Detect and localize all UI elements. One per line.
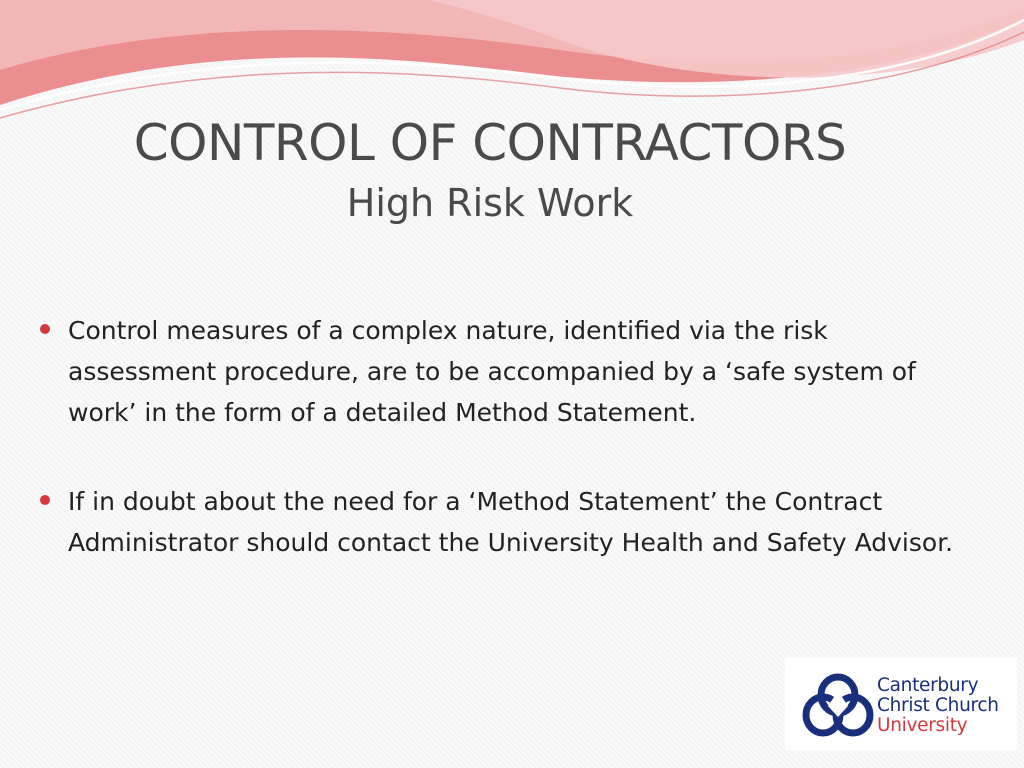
logo-line-christ-church: Christ Church (877, 695, 999, 716)
logo-line-canterbury: Canterbury (877, 675, 979, 696)
university-logo (785, 658, 1017, 750)
bullet-list (40, 310, 970, 611)
header-swoosh-decoration (0, 0, 1024, 125)
bullet-text: If in doubt about the need for a ‘Method Statement’ the Contract Administrator should contact the University Health and Safety Advisor. (68, 487, 954, 557)
slide-title-main: CONTROL OF CONTRACTORS (133, 114, 847, 172)
university-logo-text (877, 676, 999, 736)
slide-subtitle: High Risk Work (346, 181, 634, 225)
bullet-text: Control measures of a complex nature, identified via the risk assessment procedure, are to be accompanied by a ‘safe system of work’ in the form of a detailed Method Statement. (68, 316, 916, 427)
slide-title (0, 112, 980, 228)
canterbury-christ-church-emblem-icon (798, 669, 878, 739)
list-item (40, 310, 970, 433)
logo-line-university: University (877, 715, 968, 736)
bullet-icon (40, 495, 50, 505)
list-item (40, 481, 970, 563)
bullet-icon (40, 324, 50, 334)
